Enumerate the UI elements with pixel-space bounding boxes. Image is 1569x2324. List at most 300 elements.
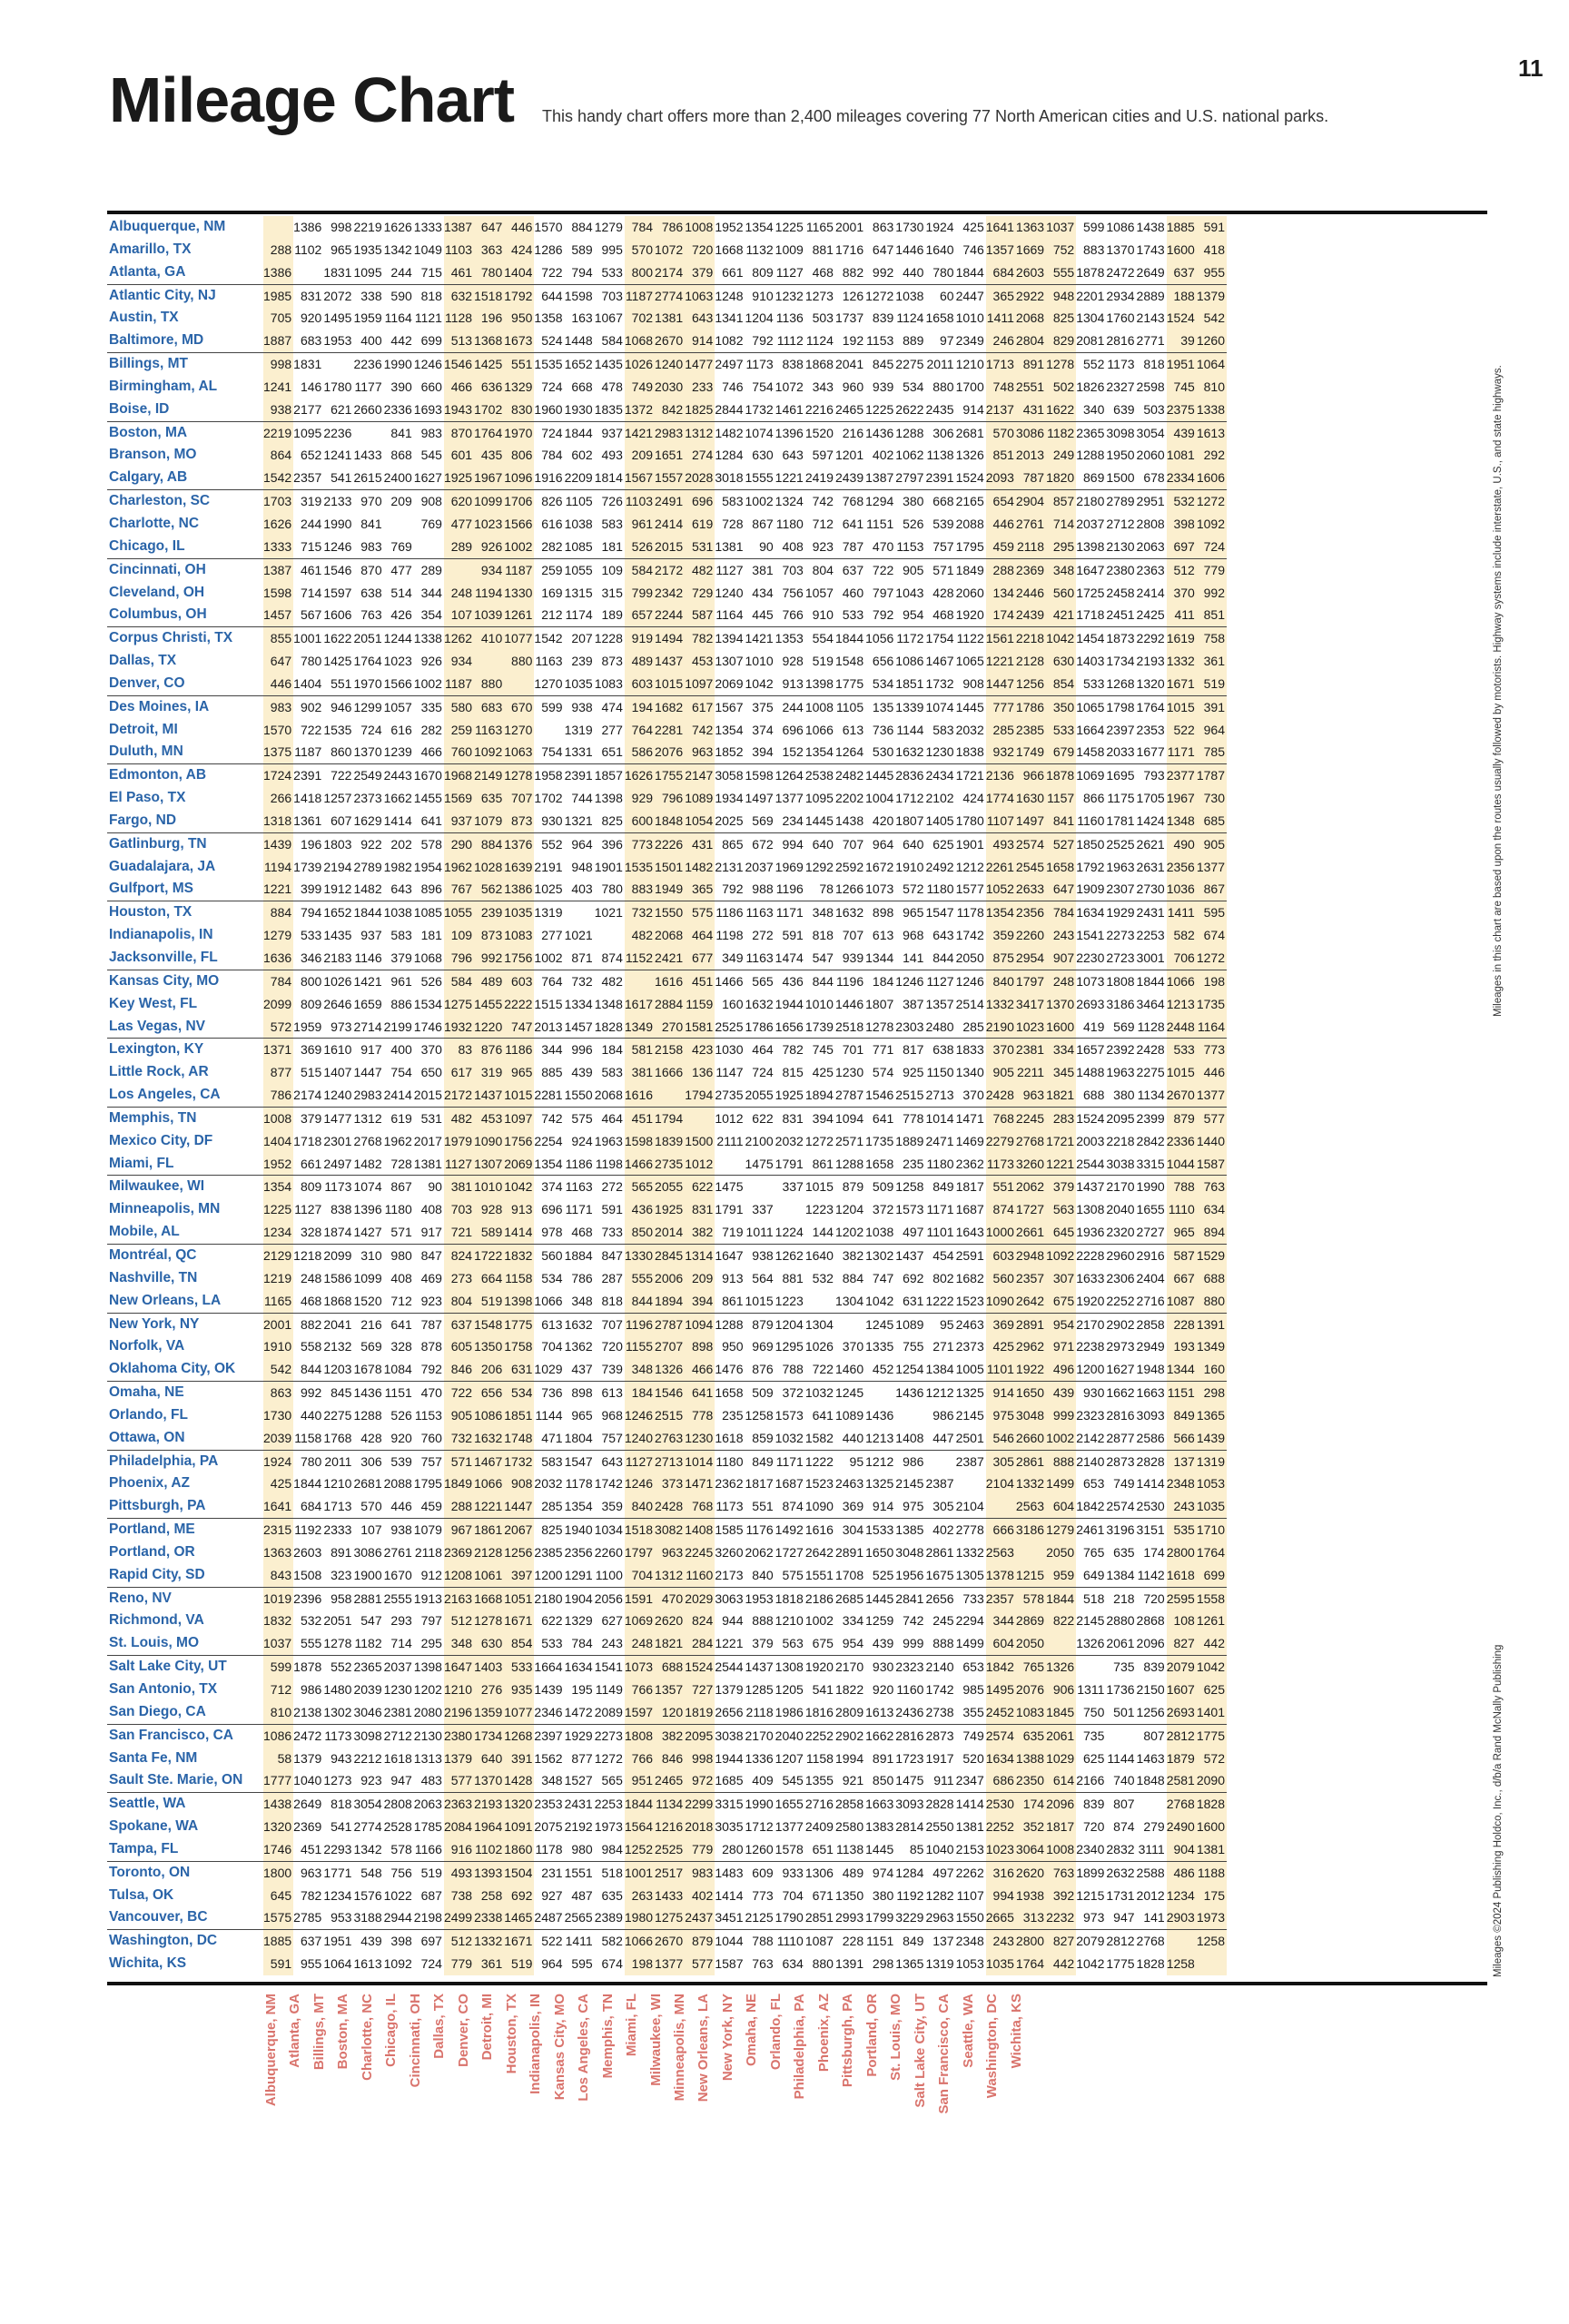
- mileage-cell: 1440: [1197, 1130, 1227, 1153]
- mileage-cell: 453: [685, 650, 715, 673]
- mileage-cell: 3038: [715, 1724, 745, 1747]
- mileage-cell: 359: [601, 1499, 623, 1514]
- mileage-cell: 876: [752, 1362, 774, 1377]
- mileage-cell: 355: [962, 1704, 984, 1719]
- mileage-cell: 804: [805, 558, 835, 581]
- mileage-cell: 2391: [293, 764, 323, 787]
- mileage-cell: 447: [933, 1430, 954, 1445]
- mileage-cell: 547: [360, 1613, 382, 1629]
- mileage-cell: 1387: [865, 470, 894, 486]
- mileage-cell: 1630: [1016, 787, 1046, 810]
- mileage-cell: 1304: [805, 1313, 835, 1335]
- mileage-cell: 2061: [1046, 1724, 1076, 1747]
- mileage-cell: 228: [1167, 1313, 1197, 1335]
- mileage-cell: 829: [1046, 330, 1076, 352]
- table-top-rule: [107, 211, 1487, 214]
- mileage-cell: 2050: [1016, 1632, 1046, 1655]
- mileage-cell: 1533: [865, 1519, 895, 1541]
- mileage-cell: 1299: [353, 695, 383, 718]
- mileage-cell: 1042: [1076, 1956, 1105, 1972]
- mileage-cell: 464: [595, 1107, 625, 1129]
- mileage-cell: 1086: [474, 1404, 504, 1427]
- mileage-cell: 2357: [1016, 1267, 1046, 1290]
- mileage-cell: 539: [933, 516, 954, 531]
- mileage-cell: 271: [933, 1339, 954, 1354]
- mileage-cell: 1357: [655, 1679, 685, 1701]
- mileage-cell: 1386: [293, 220, 322, 234]
- mileage-cell: 786: [655, 216, 685, 239]
- mileage-cell: 1042: [745, 675, 774, 691]
- row-city: Omaha, NE: [107, 1382, 263, 1404]
- mileage-cell: 732: [565, 970, 595, 992]
- mileage-cell: 1002: [534, 950, 563, 965]
- mileage-cell: 555: [625, 1267, 655, 1290]
- mileage-cell: 809: [300, 996, 322, 1011]
- mileage-cell: 1038: [895, 284, 925, 307]
- mileage-cell: 650: [420, 1065, 442, 1080]
- mileage-cell: 493: [986, 832, 1016, 855]
- mileage-cell: 955: [1197, 261, 1227, 284]
- mileage-cell: 766: [625, 1748, 655, 1770]
- mileage-cell: 234: [782, 812, 804, 828]
- mileage-cell: 707: [842, 928, 864, 943]
- mileage-cell: 2873: [925, 1724, 955, 1747]
- mileage-cell: 365: [986, 284, 1016, 307]
- mileage-cell: 998: [263, 353, 293, 376]
- mileage-cell: 792: [420, 1362, 442, 1377]
- mileage-cell: 724: [1197, 536, 1227, 558]
- mileage-cell: 1079: [474, 810, 504, 832]
- mileage-cell: 1256: [1136, 1704, 1165, 1719]
- mileage-cell: 1901: [594, 859, 623, 874]
- mileage-cell: 1065: [1076, 695, 1106, 718]
- table-row: [107, 1450, 1227, 1472]
- mileage-cell: 745: [1167, 376, 1197, 399]
- mileage-cell: 1494: [655, 627, 685, 650]
- mileage-cell: 607: [331, 812, 352, 828]
- mileage-cell: 1499: [1046, 1472, 1076, 1495]
- mileage-cell: 1786: [1016, 695, 1046, 718]
- mileage-cell: 503: [812, 310, 834, 326]
- mileage-cell: 699: [420, 333, 442, 349]
- mileage-cell: 1651: [655, 444, 685, 467]
- mileage-cell: 794: [571, 264, 593, 280]
- mileage-cell: 1760: [1106, 310, 1135, 326]
- mileage-cell: 1664: [534, 1656, 564, 1679]
- mileage-cell: 3186: [1016, 1519, 1046, 1541]
- mileage-cell: 468: [571, 1225, 593, 1240]
- mileage-cell: 1362: [564, 1339, 593, 1354]
- mileage-cell: 1332: [986, 993, 1016, 1016]
- mileage-cell: 1754: [925, 627, 955, 650]
- row-city: Norfolk, VA: [109, 1338, 185, 1354]
- mileage-cell: 2891: [834, 1544, 864, 1560]
- mileage-cell: 884: [263, 901, 293, 924]
- mileage-cell: 2170: [835, 1656, 865, 1679]
- mileage-cell: 1925: [655, 1198, 685, 1221]
- mileage-cell: 2032: [775, 1133, 804, 1148]
- mileage-cell: 552: [534, 832, 564, 855]
- mileage-cell: 2212: [353, 1750, 382, 1766]
- mileage-cell: 1732: [925, 675, 954, 691]
- mileage-cell: 1270: [504, 719, 534, 742]
- mileage-cell: 859: [752, 1430, 774, 1445]
- mileage-cell: 1164: [384, 310, 412, 326]
- mileage-cell: 542: [263, 1358, 293, 1381]
- mileage-cell: 796: [655, 787, 685, 810]
- mileage-cell: 1077: [504, 1701, 534, 1724]
- mileage-cell: 2563: [1016, 1495, 1046, 1518]
- mileage-cell: 884: [571, 220, 593, 234]
- mileage-cell: 1094: [835, 1107, 865, 1129]
- mileage-cell: 2342: [655, 582, 685, 605]
- mileage-cell: 399: [300, 881, 322, 897]
- mileage-cell: 263: [625, 1885, 655, 1907]
- mileage-cell: 643: [685, 307, 715, 330]
- mileage-cell: 914: [986, 1382, 1016, 1404]
- mileage-cell: 917: [420, 1225, 442, 1240]
- mileage-cell: 827: [1046, 1930, 1076, 1953]
- mileage-cell: 2660: [353, 401, 382, 417]
- mileage-cell: 2774: [353, 1819, 382, 1835]
- mileage-cell: 95: [835, 1450, 865, 1472]
- mileage-cell: 1012: [715, 1107, 745, 1129]
- mileage-cell: 2812: [1167, 1724, 1197, 1747]
- mileage-cell: 1421: [745, 627, 775, 650]
- mileage-cell: 1508: [293, 1567, 322, 1582]
- column-label: St. Louis, MO: [888, 1994, 904, 2081]
- mileage-cell: 879: [745, 1313, 775, 1335]
- mileage-cell: 2069: [715, 675, 744, 691]
- mileage-cell: 1482: [685, 856, 715, 879]
- mileage-cell: 1795: [955, 538, 984, 554]
- mileage-cell: 1901: [956, 832, 986, 855]
- mileage-cell: 515: [300, 1065, 322, 1080]
- mileage-cell: 1878: [1046, 764, 1076, 787]
- mileage-cell: 1094: [685, 1313, 715, 1335]
- mileage-cell: 2006: [655, 1267, 685, 1290]
- mileage-cell: 603: [625, 673, 655, 695]
- mileage-cell: 1874: [323, 1225, 352, 1240]
- mileage-cell: 656: [474, 1382, 504, 1404]
- mileage-cell: 1194: [263, 856, 293, 879]
- mileage-cell: 2252: [986, 1816, 1016, 1838]
- mileage-cell: 1833: [956, 1039, 986, 1061]
- mileage-cell: 285: [541, 1499, 563, 1514]
- mileage-cell: 1894: [655, 1290, 685, 1313]
- mileage-cell: 1103: [625, 490, 655, 513]
- mileage-cell: 1712: [745, 1819, 774, 1835]
- mileage-cell: 696: [685, 490, 715, 513]
- mileage-cell: 992: [474, 947, 504, 970]
- mileage-cell: 2428: [986, 1084, 1016, 1107]
- mileage-cell: 625: [1083, 1750, 1105, 1766]
- mileage-cell: 1038: [384, 901, 414, 924]
- mileage-cell: 2549: [353, 764, 383, 787]
- mileage-cell: 1445: [865, 764, 895, 787]
- mileage-cell: 359: [986, 924, 1016, 947]
- column-label: Wichita, KS: [1008, 1994, 1024, 2069]
- mileage-cell: 1746: [263, 1838, 293, 1861]
- mileage-cell: 184: [595, 1039, 625, 1061]
- mileage-cell: 1008: [685, 216, 715, 239]
- mileage-cell: 120: [655, 1701, 685, 1724]
- mileage-cell: 1365: [1197, 1404, 1227, 1427]
- mileage-cell: 1807: [895, 812, 924, 828]
- mileage-cell: 882: [842, 264, 864, 280]
- mileage-cell: 418: [1197, 239, 1227, 261]
- mileage-cell: 107: [444, 604, 474, 626]
- mileage-cell: 1613: [865, 1704, 894, 1719]
- mileage-cell: 1632: [835, 901, 865, 924]
- mileage-cell: 2145: [895, 1476, 924, 1492]
- mileage-cell: 1734: [1106, 654, 1135, 669]
- row-city: Las Vegas, NV: [109, 1018, 205, 1034]
- table-row: [107, 490, 1227, 513]
- column-label: Albuquerque, NM: [263, 1994, 279, 2107]
- mileage-cell: 244: [390, 264, 412, 280]
- table-row: [107, 832, 1227, 855]
- mileage-cell: 1002: [745, 490, 775, 513]
- mileage-cell: 1820: [1046, 467, 1076, 489]
- mileage-cell: 1570: [263, 719, 293, 742]
- mileage-cell: 2136: [986, 764, 1016, 787]
- mileage-cell: 207: [565, 627, 595, 650]
- mileage-cell: 907: [1046, 947, 1076, 970]
- mileage-cell: 961: [384, 970, 414, 992]
- mileage-cell: 919: [625, 627, 655, 650]
- mileage-cell: 1035: [1197, 1495, 1227, 1518]
- mileage-cell: 1302: [865, 1244, 895, 1266]
- mileage-cell: 685: [1197, 810, 1227, 832]
- mileage-cell: 1994: [834, 1750, 864, 1766]
- mileage-cell: 394: [805, 1107, 835, 1129]
- mileage-cell: 2446: [1016, 582, 1046, 605]
- mileage-cell: 497: [903, 1225, 924, 1240]
- mileage-cell: 1956: [895, 1567, 924, 1582]
- mileage-cell: 266: [263, 787, 293, 810]
- mileage-cell: 218: [1106, 1587, 1136, 1610]
- mileage-cell: 2149: [474, 764, 504, 787]
- mileage-cell: 562: [474, 878, 504, 901]
- mileage-cell: 1828: [1197, 1793, 1227, 1816]
- mileage-cell: 822: [1046, 1610, 1076, 1632]
- mileage-cell: [1016, 1541, 1046, 1564]
- mileage-cell: 641: [685, 1382, 715, 1404]
- mileage-cell: 3196: [1106, 1519, 1136, 1541]
- row-city: Guadalajara, JA: [109, 858, 216, 874]
- mileage-cell: 1924: [263, 1450, 293, 1472]
- mileage-cell: 1174: [565, 607, 593, 623]
- mileage-cell: 85: [909, 1841, 924, 1856]
- mileage-cell: 884: [842, 1270, 864, 1285]
- mileage-cell: 2873: [1106, 1450, 1136, 1472]
- mileage-cell: 1445: [804, 812, 834, 828]
- mileage-cell: 1342: [353, 1841, 382, 1856]
- mileage-cell: 1203: [323, 1362, 352, 1377]
- mileage-cell: 369: [986, 1313, 1016, 1335]
- mileage-cell: 879: [1167, 1107, 1197, 1129]
- copyright-note: Mileages ©2024 Publishing Holdco, Inc., d/b/a Rand McNally Publishing: [1493, 1644, 1504, 1977]
- mileage-cell: [565, 901, 595, 924]
- mileage-cell: 2858: [1137, 1313, 1167, 1335]
- mileage-cell: 1312: [655, 1564, 685, 1587]
- mileage-cell: 1064: [323, 1956, 352, 1972]
- mileage-cell: 754: [752, 379, 774, 394]
- mileage-cell: 1354: [745, 220, 774, 234]
- mileage-cell: 1780: [955, 812, 984, 828]
- mileage-cell: 2104: [986, 1472, 1016, 1495]
- mileage-cell: 1860: [504, 1838, 534, 1861]
- mileage-cell: 613: [595, 1382, 625, 1404]
- mileage-cell: 483: [420, 1773, 442, 1788]
- mileage-cell: 1152: [625, 947, 655, 970]
- mileage-cell: 825: [534, 1519, 564, 1541]
- mileage-cell: 824: [685, 1610, 715, 1632]
- mileage-cell: 2096: [1136, 1636, 1165, 1651]
- mileage-cell: 1652: [323, 901, 353, 924]
- mileage-cell: 1742: [594, 1476, 623, 1492]
- mileage-cell: 840: [752, 1567, 774, 1582]
- mileage-cell: 442: [390, 333, 412, 349]
- mileage-cell: 551: [752, 1499, 774, 1514]
- mileage-cell: 1004: [865, 791, 894, 806]
- row-city: Toronto, ON: [107, 1861, 263, 1884]
- mileage-cell: 1447: [353, 1065, 382, 1080]
- mileage-cell: 825: [601, 812, 623, 828]
- mileage-cell: 780: [474, 261, 504, 284]
- mileage-cell: 1087: [805, 1930, 835, 1953]
- mileage-cell: 937: [360, 928, 382, 943]
- mileage-cell: 2104: [955, 1499, 984, 1514]
- mileage-cell: 782: [300, 1887, 322, 1903]
- mileage-cell: 2934: [1106, 284, 1136, 307]
- mileage-cell: 971: [1046, 1335, 1076, 1358]
- mileage-cell: 884: [474, 832, 504, 855]
- mileage-cell: 1424: [1136, 812, 1165, 828]
- mileage-cell: 1344: [865, 950, 894, 965]
- mileage-cell: 1259: [865, 1613, 894, 1629]
- mileage-cell: 1682: [655, 695, 685, 718]
- row-city: Mobile, AL: [109, 1224, 180, 1240]
- mileage-cell: 337: [752, 1202, 774, 1217]
- mileage-cell: 2174: [293, 1088, 322, 1103]
- mileage-cell: 688: [1083, 1088, 1105, 1103]
- mileage-cell: 2132: [323, 1339, 352, 1354]
- mileage-cell: 645: [1046, 1221, 1076, 1244]
- mileage-cell: 2063: [414, 1793, 444, 1816]
- mileage-cell: 1012: [685, 1153, 715, 1176]
- mileage-cell: 1318: [263, 810, 293, 832]
- mileage-cell: 2517: [655, 1861, 685, 1884]
- mileage-cell: 1365: [895, 1956, 924, 1972]
- mileage-cell: 707: [835, 832, 865, 855]
- mileage-cell: 647: [1046, 878, 1076, 901]
- mileage-cell: 2497: [323, 1156, 352, 1171]
- mileage-cell: 1798: [1106, 695, 1136, 718]
- table-row: [107, 1861, 1227, 1884]
- mileage-cell: 209: [384, 490, 414, 513]
- mileage-cell: 2804: [1016, 330, 1046, 352]
- mileage-cell: 2333: [323, 1519, 353, 1541]
- mileage-cell: 352: [1016, 1816, 1046, 1838]
- mileage-cell: 1460: [834, 1362, 864, 1377]
- mileage-cell: 313: [1016, 1906, 1046, 1929]
- mileage-cell: 160: [1197, 1358, 1227, 1381]
- mileage-cell: 1332: [474, 1930, 504, 1953]
- mileage-cell: 1158: [294, 1430, 322, 1445]
- mileage-cell: 1418: [293, 791, 322, 806]
- mileage-cell: 97: [940, 333, 954, 349]
- mileage-cell: 864: [263, 444, 293, 467]
- mileage-cell: 175: [1197, 1885, 1227, 1907]
- mileage-cell: 1163: [565, 1176, 595, 1198]
- mileage-cell: 2147: [685, 764, 715, 787]
- table-row: [107, 1244, 1227, 1266]
- mileage-cell: 1361: [293, 812, 322, 828]
- mileage-cell: 1314: [685, 1244, 715, 1266]
- mileage-cell: 657: [625, 604, 655, 626]
- mileage-cell: 1721: [956, 764, 986, 787]
- mileage-cell: 152: [782, 744, 804, 760]
- mileage-cell: 2774: [655, 284, 685, 307]
- mileage-cell: 875: [986, 947, 1016, 970]
- mileage-cell: 2869: [1016, 1610, 1046, 1632]
- mileage-cell: 1371: [263, 1039, 293, 1061]
- mileage-cell: 609: [745, 1861, 775, 1884]
- mileage-cell: 883: [625, 878, 655, 901]
- mileage-cell: 1095: [353, 264, 382, 280]
- mileage-cell: 768: [685, 1495, 715, 1518]
- mileage-cell: 906: [1046, 1679, 1076, 1701]
- mileage-cell: 2275: [895, 353, 925, 376]
- mileage-cell: 2615: [353, 470, 382, 486]
- mileage-cell: 1015: [745, 1293, 774, 1308]
- mileage-cell: 1962: [444, 856, 474, 879]
- mileage-cell: 1063: [504, 741, 534, 763]
- mileage-cell: 2230: [1076, 950, 1105, 965]
- mileage-cell: 563: [782, 1636, 804, 1651]
- mileage-cell: 1042: [1046, 627, 1076, 650]
- mileage-cell: 1056: [865, 627, 895, 650]
- mileage-cell: 1212: [865, 1450, 895, 1472]
- mileage-cell: 1396: [353, 1202, 382, 1217]
- mileage-cell: 2836: [895, 764, 925, 787]
- mileage-cell: 1792: [1076, 859, 1105, 874]
- mileage-cell: 1818: [775, 1587, 805, 1610]
- mileage-cell: 279: [1143, 1819, 1165, 1835]
- table-row: [107, 1039, 1227, 1061]
- mileage-cell: 1272: [865, 284, 895, 307]
- mileage-cell: 1232: [775, 284, 805, 307]
- mileage-cell: [715, 1153, 745, 1176]
- mileage-cell: 965: [331, 241, 352, 257]
- mileage-cell: 126: [835, 284, 865, 307]
- mileage-cell: 630: [474, 1632, 504, 1655]
- mileage-cell: 2133: [323, 490, 353, 513]
- mileage-cell: 644: [534, 284, 564, 307]
- mileage-cell: 206: [474, 1358, 504, 1381]
- mileage-cell: 134: [986, 582, 1016, 605]
- mileage-cell: 1703: [263, 490, 293, 513]
- table-row: [107, 1221, 1227, 1244]
- mileage-cell: 2275: [323, 1407, 352, 1423]
- mileage-cell: 1282: [925, 1887, 954, 1903]
- mileage-cell: 1597: [323, 585, 352, 600]
- mileage-cell: 2713: [655, 1450, 685, 1472]
- column-label: Kansas City, MO: [551, 1994, 567, 2101]
- mileage-cell: 1308: [775, 1656, 805, 1679]
